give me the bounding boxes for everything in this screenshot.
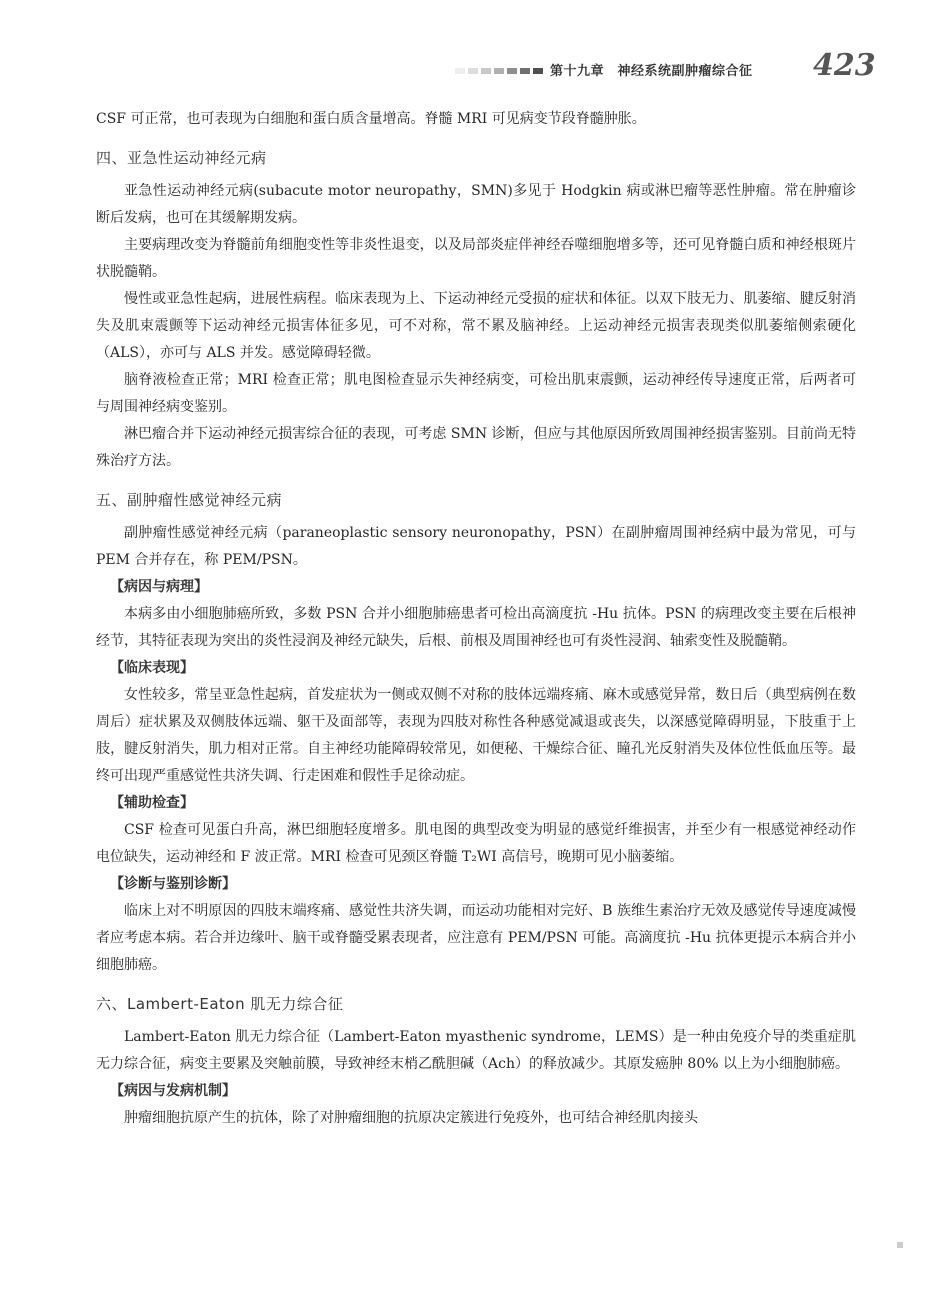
header-dot <box>494 68 504 74</box>
section-heading-4: 四、亚急性运动神经元病 <box>96 149 267 167</box>
paragraph: 肿瘤细胞抗原产生的抗体，除了对肿瘤细胞的抗原决定簇进行免疫外，也可结合神经肌肉接头 <box>124 1110 698 1126</box>
header-decoration <box>455 68 543 74</box>
header-dot <box>481 68 491 74</box>
subheading-diagnosis: 【诊断与鉴别诊断】 <box>110 876 236 892</box>
header-dot <box>507 68 517 74</box>
paragraph: CSF 可正常，也可表现为白细胞和蛋白质含量增高。脊髓 MRI 可见病变节段脊髓肿胀。 <box>96 111 646 127</box>
paragraph: 副肿瘤性感觉神经元病（paraneoplastic sensory neuronopathy，PSN）在副肿瘤周围神经病中最为常见，可与 PEM 合并存在，称 PEM/PSN。 <box>96 525 856 568</box>
subheading-mechanism: 【病因与发病机制】 <box>110 1083 236 1099</box>
page-number: 423 <box>813 48 876 83</box>
header-dot <box>468 68 478 74</box>
paragraph: 女性较多，常呈亚急性起病，首发症状为一侧或双侧不对称的肢体远端疼痛、麻木或感觉异常，数日后（典型病例在数周后）症状累及双侧肢体远端、躯干及面部等，表现为四肢对称性各种感觉减退或丧失，以深感觉障碍明显，下肢重于上肢，腱反射消失，肌力相对正常。自主神经功能障碍较常见，如便秘、干燥综合征、瞳孔光反射消失及体位性低血压等。最终可出现严重感觉性共济失调、行走困难和假性手足徐动症。 <box>96 687 856 784</box>
section-heading-6: 六、Lambert-Eaton 肌无力综合征 <box>96 995 344 1013</box>
paragraph: 脑脊液检查正常；MRI 检查正常；肌电图检查显示失神经病变，可检出肌束震颤，运动神经传导速度正常，后两者可与周围神经病变鉴别。 <box>96 372 856 415</box>
paragraph: 亚急性运动神经元病(subacute motor neuropathy，SMN)多见于 Hodgkin 病或淋巴瘤等恶性肿瘤。常在肿瘤诊断后发病，也可在其缓解期发病。 <box>96 183 856 226</box>
corner-mark <box>897 1242 903 1248</box>
subheading-etiology: 【病因与病理】 <box>110 579 208 595</box>
page-body <box>96 106 856 1132</box>
section-heading-5: 五、副肿瘤性感觉神经元病 <box>96 491 283 509</box>
paragraph: 淋巴瘤合并下运动神经元损害综合征的表现，可考虑 SMN 诊断，但应与其他原因所致周围神经损害鉴别。目前尚无特殊治疗方法。 <box>96 426 856 469</box>
running-header <box>455 48 876 94</box>
paragraph: 临床上对不明原因的四肢末端疼痛、感觉性共济失调，而运动功能相对完好、B 族维生素治疗无效及感觉传导速度减慢者应考虑本病。若合并边缘叶、脑干或脊髓受累表现者，应注意有 PEM/PSN 可能。高滴度抗 -Hu 抗体更提示本病合并小细胞肺癌。 <box>96 903 856 973</box>
paragraph: Lambert-Eaton 肌无力综合征（Lambert-Eaton myasthenic syndrome，LEMS）是一种由免疫介导的类重症肌无力综合征，病变主要累及突触前膜，导致神经末梢乙酰胆碱（Ach）的释放减少。其原发癌肿 80% 以上为小细胞肺癌。 <box>96 1029 856 1072</box>
chapter-title: 第十九章 神经系统副肿瘤综合征 <box>550 64 753 79</box>
paragraph: CSF 检查可见蛋白升高，淋巴细胞轻度增多。肌电图的典型改变为明显的感觉纤维损害，并至少有一根感觉神经动作电位缺失，运动神经和 F 波正常。MRI 检查可见颈区脊髓 T₂WI 高信号，晚期可见小脑萎缩。 <box>96 822 856 865</box>
paragraph: 主要病理改变为脊髓前角细胞变性等非炎性退变，以及局部炎症伴神经吞噬细胞增多等，还可见脊髓白质和神经根斑片状脱髓鞘。 <box>96 237 856 280</box>
paragraph: 慢性或亚急性起病，进展性病程。临床表现为上、下运动神经元受损的症状和体征。以双下肢无力、肌萎缩、腱反射消失及肌束震颤等下运动神经元损害体征多见，可不对称，常不累及脑神经。上运动神经元损害表现类似肌萎缩侧索硬化（ALS），亦可与 ALS 并发。感觉障碍轻微。 <box>96 291 856 361</box>
paragraph: 本病多由小细胞肺癌所致，多数 PSN 合并小细胞肺癌患者可检出高滴度抗 -Hu 抗体。PSN 的病理改变主要在后根神经节，其特征表现为突出的炎性浸润及神经元缺失，后根、前根及周围神经也可有炎性浸润、轴索变性及脱髓鞘。 <box>96 606 856 649</box>
header-dot <box>520 68 530 74</box>
header-dot <box>455 68 465 74</box>
header-dot <box>533 68 543 74</box>
subheading-clinical: 【临床表现】 <box>110 660 194 676</box>
subheading-auxiliary-exam: 【辅助检查】 <box>110 795 194 811</box>
